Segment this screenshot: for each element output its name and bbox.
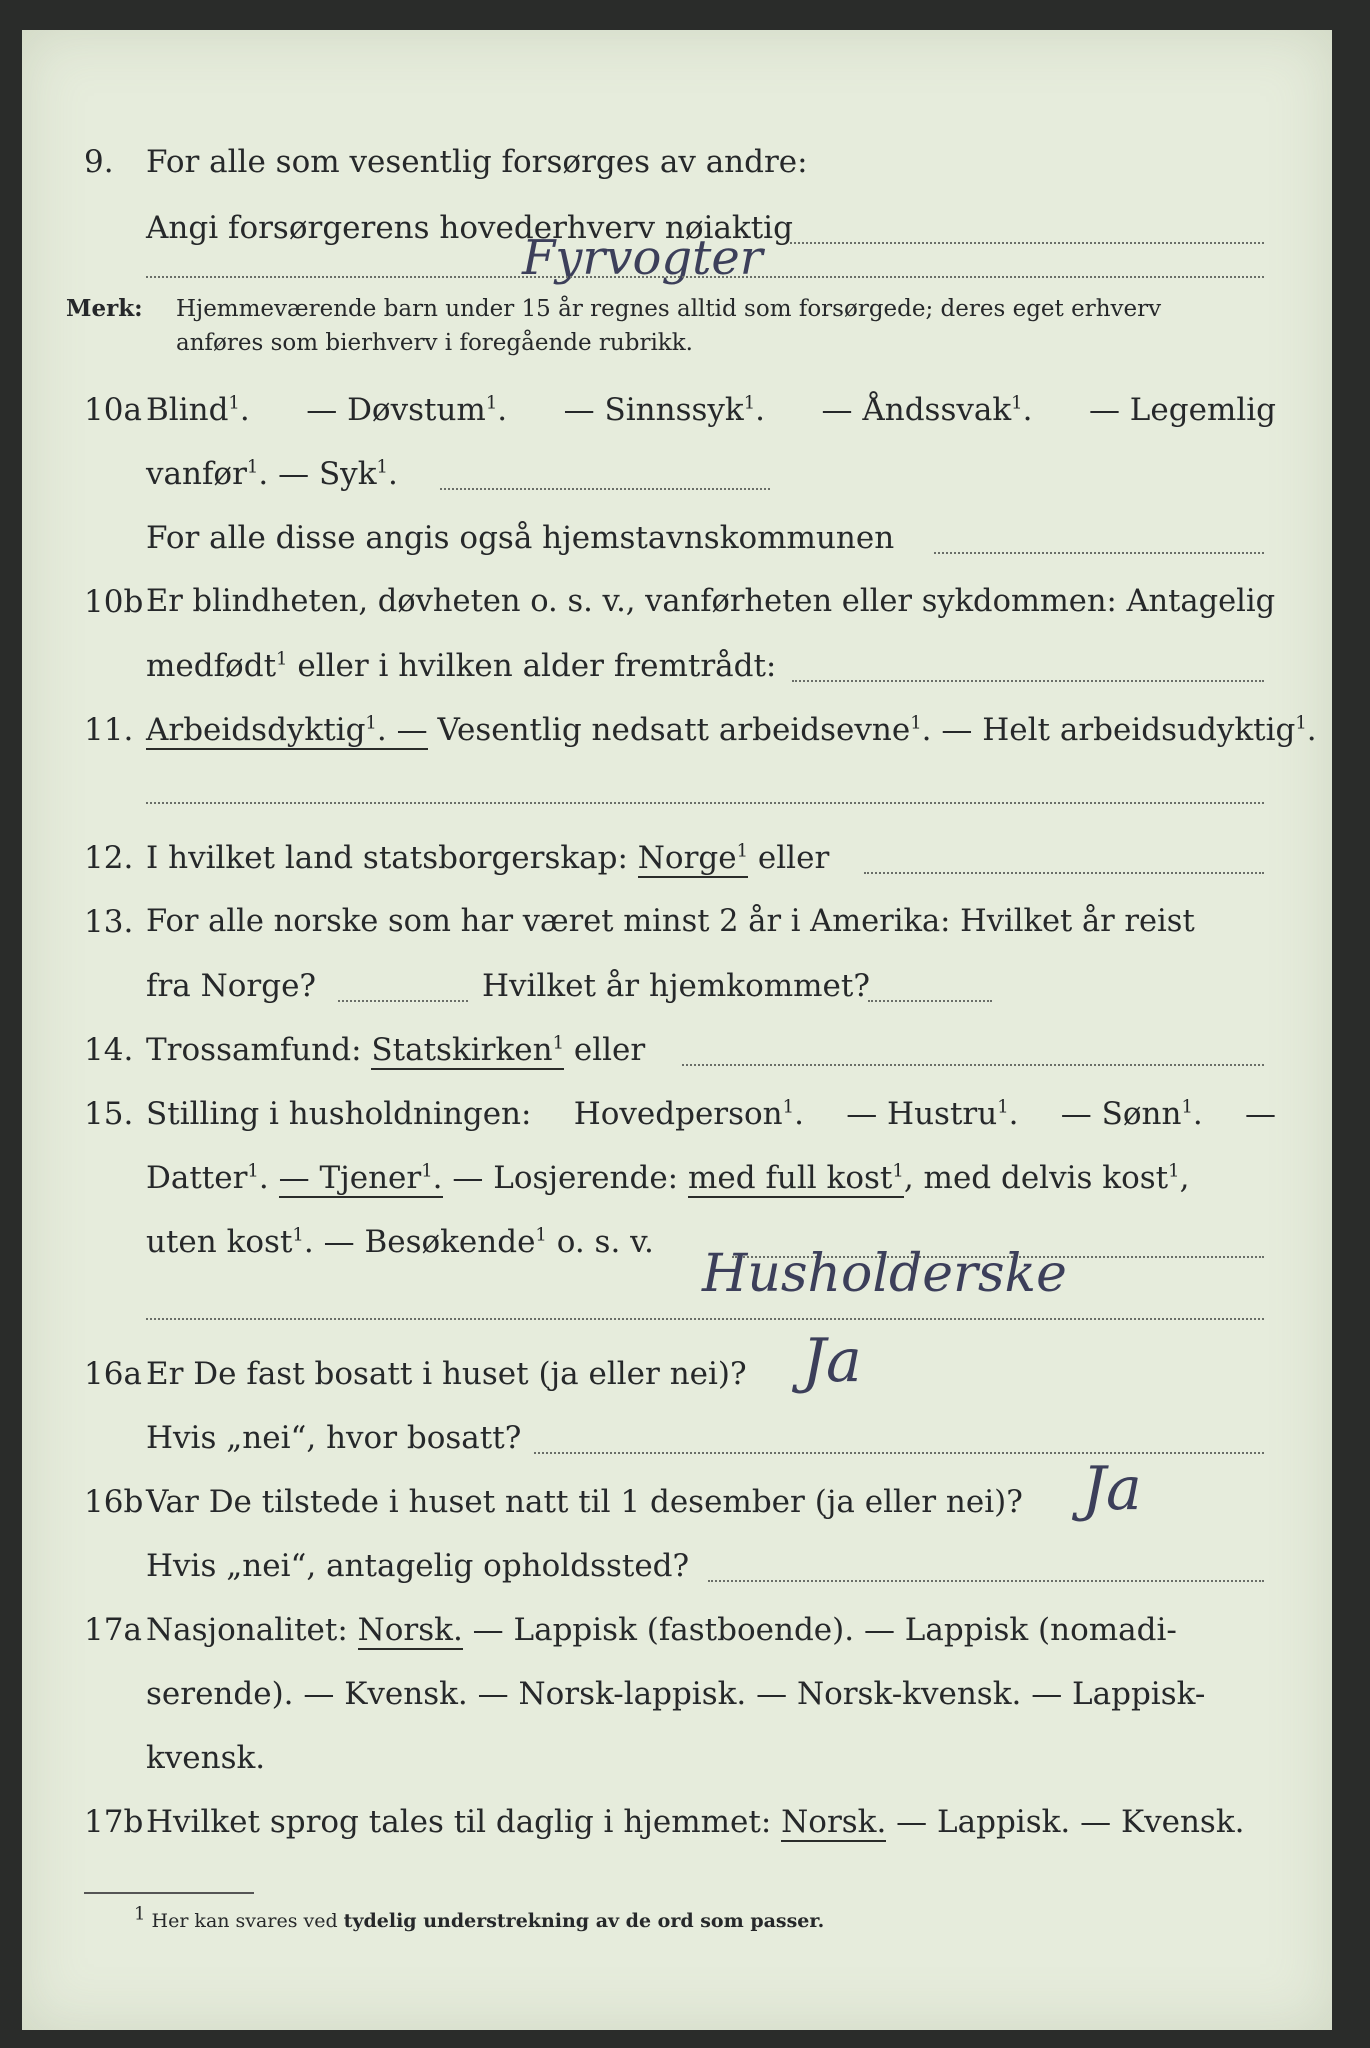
q17a-option-norsk-underlined[interactable]: Norsk. xyxy=(357,1612,463,1648)
q11-option-arbeidsdyktig-underlined[interactable]: Arbeidsdyktig$^1$. — xyxy=(146,712,428,748)
merk-line-2: anføres som bierhverv i foregående rubrikk. xyxy=(176,330,693,356)
q9-answer-line-2[interactable] xyxy=(146,276,1264,278)
q12-question: I hvilket land statsborgerskap: Norge$^1$ eller xyxy=(146,840,830,876)
q10a-answer-line[interactable] xyxy=(440,488,770,490)
footnote-text-1: Her kan svares ved xyxy=(151,1910,338,1932)
q15-handwritten-answer: Husholderske xyxy=(702,1244,1067,1304)
q16b-whereabouts-label: Hvis „nei“, antagelig opholdssted? xyxy=(146,1548,690,1584)
q15-option-full-kost-underlined[interactable]: med full kost$^1$ xyxy=(688,1160,904,1196)
q10a-option-blind[interactable]: Blind$^1$. xyxy=(146,392,250,428)
q14-question: Trossamfund: Statskirken$^1$ eller xyxy=(146,1032,646,1068)
q16a-question: Er De fast bosatt i huset (ja eller nei)? xyxy=(146,1356,747,1392)
q12-answer-line[interactable] xyxy=(864,872,1264,874)
q11-option-udyktig[interactable]: Helt arbeidsudyktig$^1$. xyxy=(982,712,1317,748)
q9-number: 9. xyxy=(84,144,114,180)
footnote-mark: 1 xyxy=(134,1903,146,1925)
q16b-handwritten-answer: Ja xyxy=(1082,1454,1142,1524)
q15-number: 15. xyxy=(84,1096,134,1132)
q10a-number: 10a xyxy=(84,392,142,428)
q13-returned-line[interactable] xyxy=(868,1000,992,1002)
footnote-text-2: tydelig understrekning av de ord som passer. xyxy=(343,1910,825,1932)
q9-answer-line-1[interactable] xyxy=(790,242,1264,244)
footnote xyxy=(134,1903,825,1934)
q15-options-2: Datter$^1$. — Tjener$^1$. — Losjerende: med full kost$^1$, med delvis kost$^1$, xyxy=(146,1160,1190,1196)
q15-option-uten-kost[interactable]: uten kost$^1$. xyxy=(146,1224,314,1260)
q10a-home-municipality-label: For alle disse angis også hjemstavnskommunen xyxy=(146,520,895,556)
q13-emigrated-label: fra Norge? xyxy=(146,968,317,1004)
q15-option-datter[interactable]: Datter$^1$. xyxy=(146,1160,269,1196)
q12-option-norge-underlined[interactable]: Norge$^1$ xyxy=(637,840,749,876)
q15-option-tjener-underlined[interactable]: — Tjener$^1$. xyxy=(278,1160,443,1196)
q17b-number: 17b xyxy=(84,1804,144,1840)
q10a-options xyxy=(146,390,1276,430)
q11-answer-line[interactable] xyxy=(146,802,1264,804)
merk-line-1: Hjemmeværende barn under 15 år regnes alltid som forsørgede; deres eget erhverv xyxy=(176,296,1162,322)
q9-handwritten-answer: Fyrvogter xyxy=(522,230,763,286)
q13-question: For alle norske som har været minst 2 år i Amerika: Hvilket år reist xyxy=(146,904,1195,939)
q16b-answer-line[interactable] xyxy=(708,1580,1264,1582)
q10a-option-andssvak[interactable]: — Åndssvak$^1$. xyxy=(821,392,1033,428)
q17a-number: 17a xyxy=(84,1612,142,1648)
q11-number: 11. xyxy=(84,712,134,748)
footnote-divider xyxy=(84,1892,254,1894)
q10b-answer-line[interactable] xyxy=(792,680,1264,682)
q9-question: For alle som vesentlig forsørges av andre: xyxy=(146,144,808,180)
q11-options: Arbeidsdyktig$^1$. — Vesentlig nedsatt arbeidsevne$^1$. — Helt arbeidsudyktig$^1$. xyxy=(146,712,1317,748)
q9-provider-occupation-label: Angi forsørgerens hovederhverv nøiaktig xyxy=(146,210,793,246)
q11-option-nedsatt[interactable]: Vesentlig nedsatt arbeidsevne$^1$. xyxy=(437,712,932,748)
q10a-option-syk[interactable]: — Syk xyxy=(278,456,377,492)
q15-option-sonn[interactable]: — Sønn$^1$. xyxy=(1060,1096,1203,1132)
q10a-option-legemlig[interactable]: — Legemlig xyxy=(1088,392,1276,428)
q16b-question: Var De tilstede i huset natt til 1 desember (ja eller nei)? xyxy=(146,1484,1023,1520)
q16b-number: 16b xyxy=(84,1484,144,1520)
census-form-page xyxy=(22,30,1332,2030)
q15-answer-line-2[interactable] xyxy=(146,1318,1264,1320)
q10a-option-sinnssyk[interactable]: — Sinnssyk$^1$. xyxy=(563,392,766,428)
q17a-options-2: serende). — Kvensk. — Norsk-lappisk. — Norsk-kvensk. — Lappisk- xyxy=(146,1676,1206,1712)
q15-option-hovedperson[interactable]: Hovedperson$^1$. xyxy=(573,1096,804,1132)
q13-returned-label: Hvilket år hjemkommet? xyxy=(482,968,870,1004)
q15-option-delvis-kost[interactable]: , med delvis kost$^1$, xyxy=(903,1160,1190,1196)
q10b-number: 10b xyxy=(84,584,144,620)
q10a-option-dovstum[interactable]: — Døvstum$^1$. xyxy=(306,392,508,428)
q10a-municipality-line[interactable] xyxy=(934,552,1264,554)
q15-options-3: uten kost$^1$. — Besøkende$^1$ o. s. v. xyxy=(146,1224,654,1260)
q10a-option-vanfor[interactable]: vanfør$^1$. — Syk$^1$. xyxy=(146,456,398,492)
q16a-handwritten-answer: Ja xyxy=(802,1326,862,1396)
q17a-question: Nasjonalitet: Norsk. — Lappisk (fastboende). — Lappisk (nomadi- xyxy=(146,1612,1177,1648)
q17b-question: Hvilket sprog tales til daglig i hjemmet: Norsk. — Lappisk. — Kvensk. xyxy=(146,1804,1245,1840)
q14-answer-line[interactable] xyxy=(682,1064,1264,1066)
q15-option-hustru[interactable]: — Hustru$^1$. xyxy=(846,1096,1019,1132)
q15-options-1: Stilling i husholdningen: Hovedperson$^1$. — Hustru$^1$. — Sønn$^1$. — xyxy=(146,1096,1276,1132)
q13-emigrated-line[interactable] xyxy=(338,1000,468,1002)
q14-option-statskirken-underlined[interactable]: Statskirken$^1$ xyxy=(371,1032,565,1068)
q17a-options-3: kvensk. xyxy=(146,1740,266,1776)
q10b-question: Er blindheten, døvheten o. s. v., vanførheten eller sykdommen: Antagelig xyxy=(146,584,1276,619)
q16a-number: 16a xyxy=(84,1356,142,1392)
q16a-answer-line[interactable] xyxy=(534,1452,1264,1454)
q17b-option-norsk-underlined[interactable]: Norsk. xyxy=(781,1804,887,1840)
q10b-congenital-label[interactable]: medfødt$^1$ eller i hvilken alder fremtrådt: xyxy=(146,648,777,684)
q15-option-besokende[interactable]: Besøkende$^1$ xyxy=(364,1224,547,1260)
merk-label: Merk: xyxy=(66,295,143,322)
q12-number: 12. xyxy=(84,840,134,876)
q15-label: Stilling i husholdningen: xyxy=(146,1096,532,1132)
q16a-residence-label: Hvis „nei“, hvor bosatt? xyxy=(146,1420,522,1456)
q14-number: 14. xyxy=(84,1032,134,1068)
q13-number: 13. xyxy=(84,904,134,940)
